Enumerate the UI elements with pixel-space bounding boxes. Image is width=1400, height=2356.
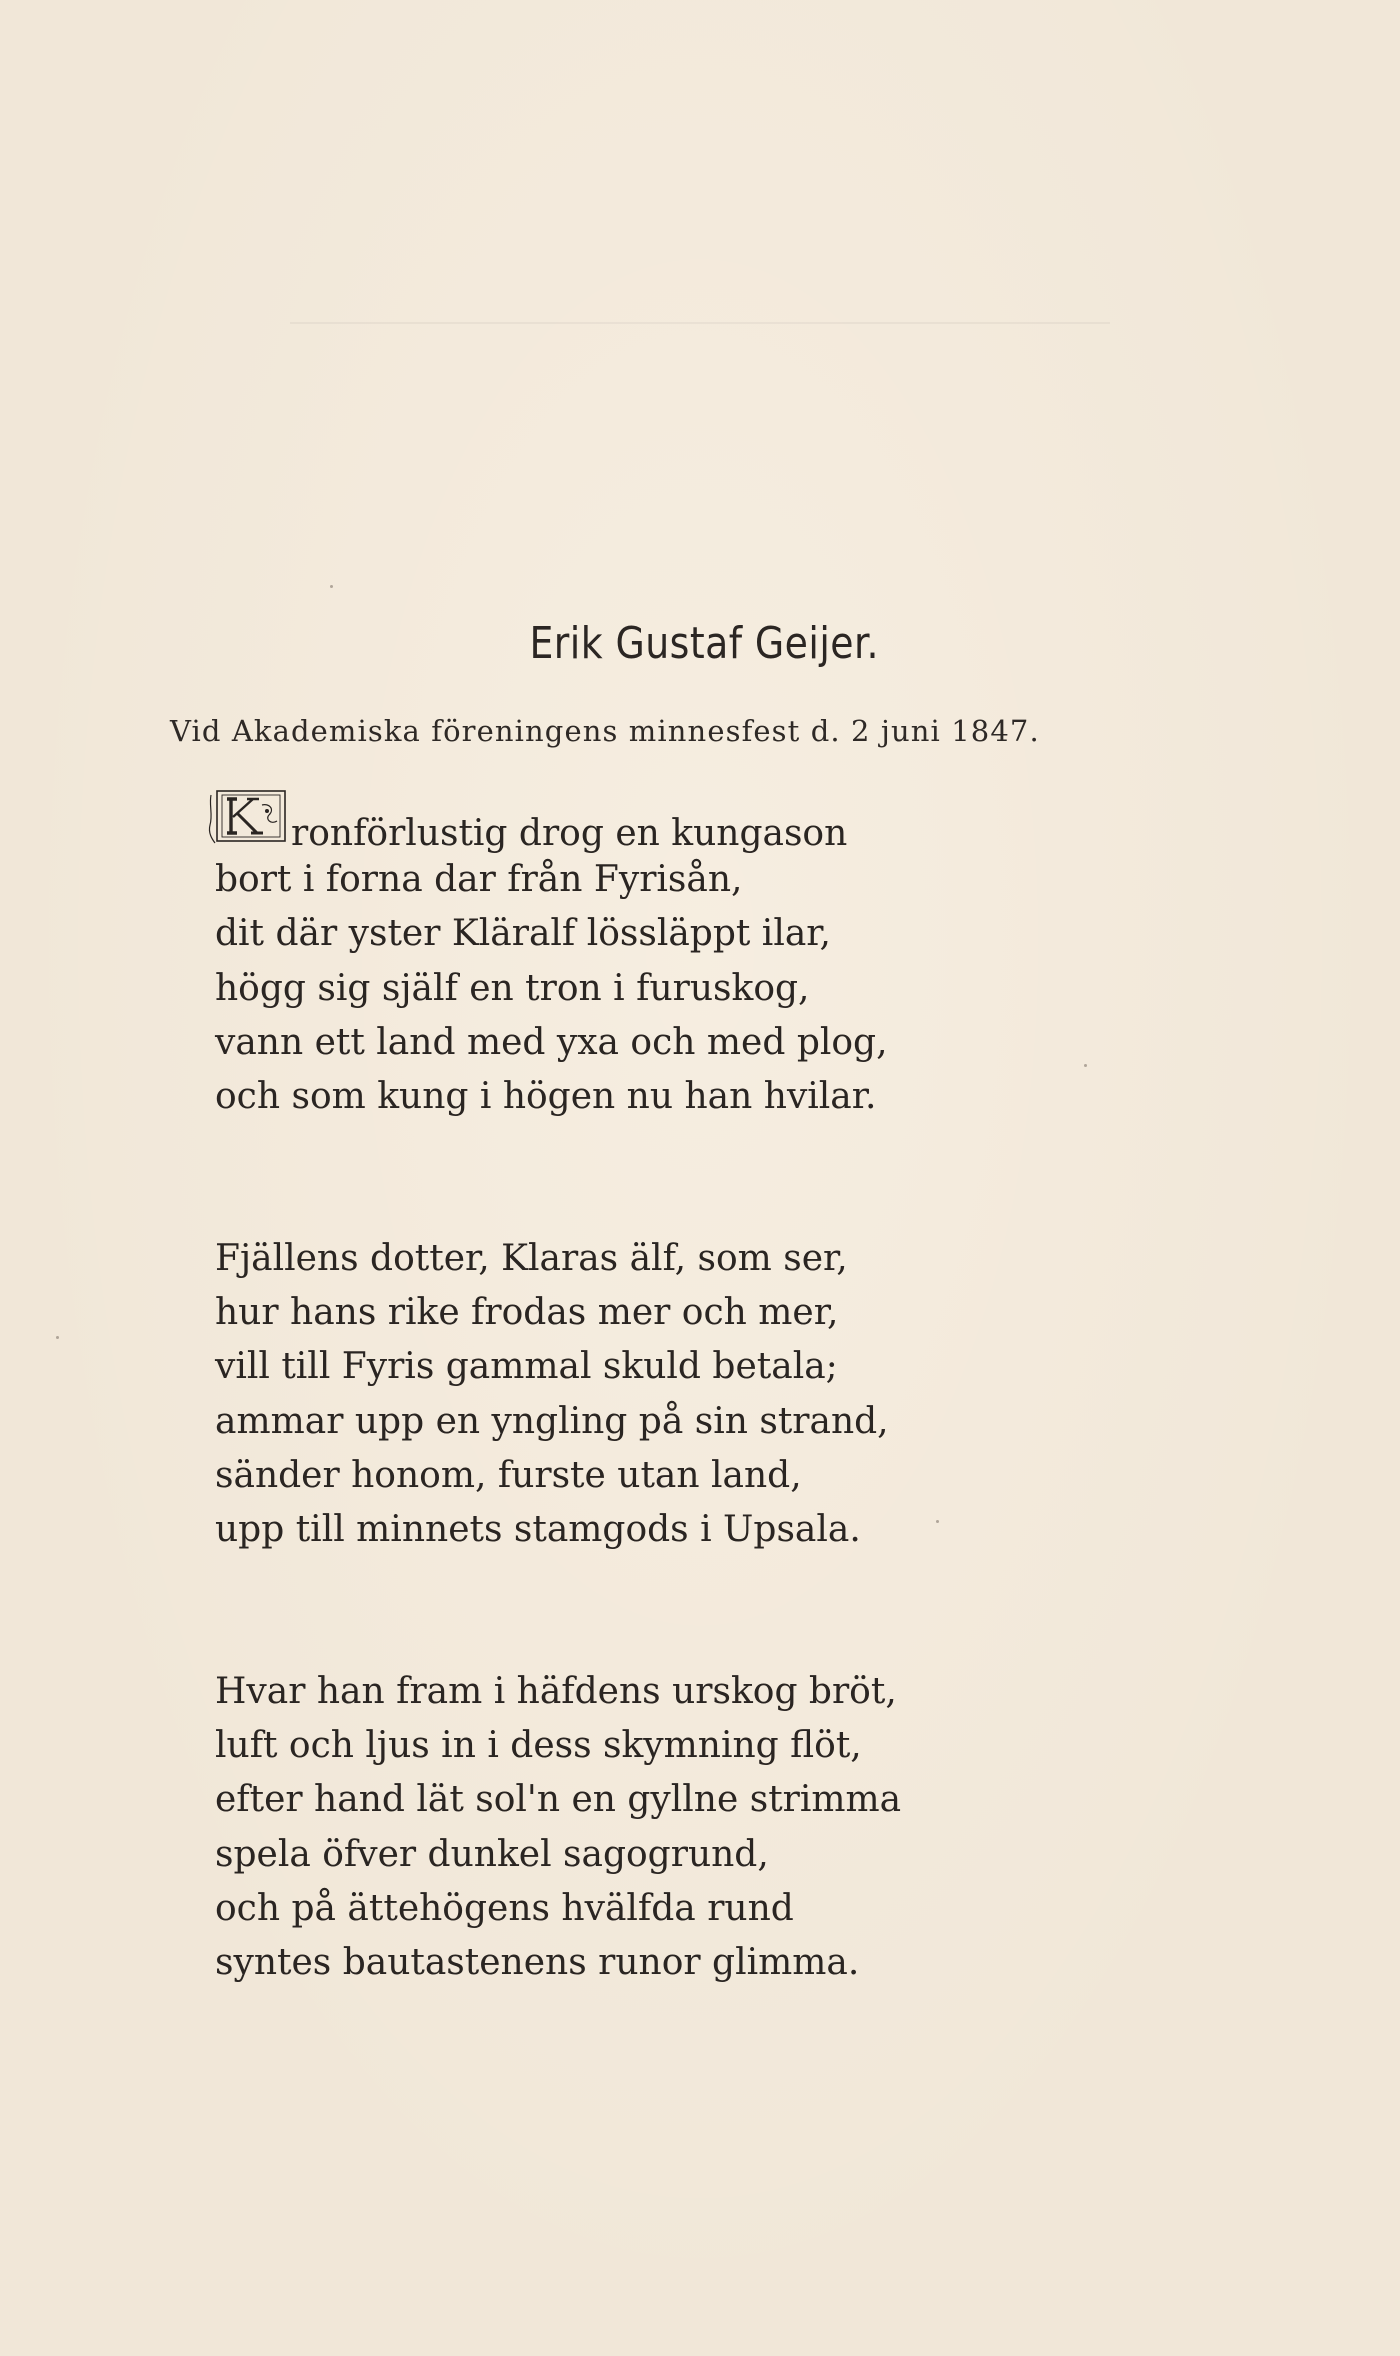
paper-speck: [1084, 1064, 1087, 1067]
poem-line: ammar upp en yngling på sin strand,: [215, 1400, 889, 1442]
bleed-through-rule: [290, 322, 1110, 324]
stanza-2: [215, 1232, 889, 1557]
poem-title: [0, 618, 1400, 669]
poem-line: efter hand lät sol'n en gyllne strimma: [215, 1779, 902, 1821]
poem-subtitle: Vid Akademiska föreningens minnesfest d. 2 juni 1847.: [170, 714, 1040, 748]
poem-line: Fjällens dotter, Klaras älf, som ser,: [215, 1238, 848, 1279]
poem-line: [215, 799, 888, 853]
poem-line: hur hans rike frodas mer och mer,: [215, 1292, 839, 1334]
poem-line: sänder honom, furste utan land,: [215, 1454, 802, 1496]
poem-line: Hvar han fram i häfdens urskog bröt,: [215, 1671, 897, 1712]
poem-line: syntes bautastenens runor glimma.: [215, 1941, 860, 1983]
poem-line: bort i forna dar från Fyrisån,: [215, 859, 743, 901]
poem-line-text: ronförlustig drog en kungason: [291, 813, 848, 854]
decorative-initial-k: [215, 799, 289, 847]
poem-line: luft och ljus in i dess skymning flöt,: [215, 1725, 862, 1767]
poem-line: vann ett land med yxa och med plog,: [215, 1021, 888, 1063]
paper-speck: [330, 585, 333, 588]
poem-line: och på ättehögens hvälfda rund: [215, 1887, 794, 1929]
poem-line: dit där yster Kläralf lössläppt ilar,: [215, 913, 831, 955]
paper-speck: [56, 1336, 59, 1339]
stanza-3: [215, 1665, 901, 1990]
poem-line: vill till Fyris gammal skuld betala;: [215, 1346, 838, 1388]
poem-line: högg sig själf en tron i furuskog,: [215, 967, 810, 1009]
poem-line: och som kung i högen nu han hvilar.: [215, 1075, 877, 1117]
poem-title-text: Erik Gustaf Geijer.: [529, 618, 879, 669]
stanza-1: [215, 799, 888, 1124]
poem-line: spela öfver dunkel sagogrund,: [215, 1833, 769, 1875]
poem-line: upp till minnets stamgods i Upsala.: [215, 1508, 861, 1550]
paper-speck: [936, 1520, 939, 1523]
